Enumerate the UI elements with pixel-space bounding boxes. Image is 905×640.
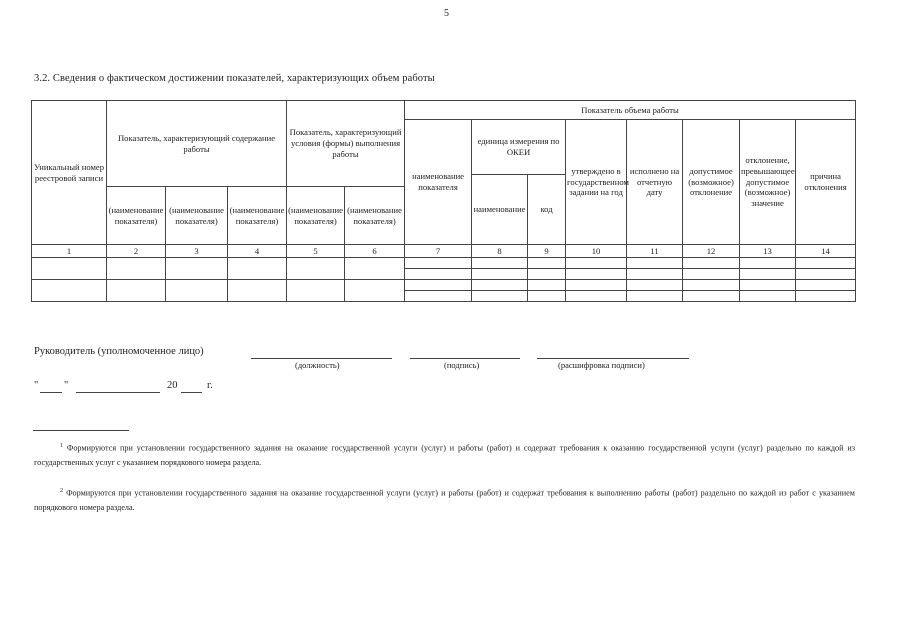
- month-line: [76, 391, 160, 393]
- header-content-indicator: Показатель, характеризующий содержание работы: [107, 101, 287, 187]
- column-number: 6: [345, 245, 405, 258]
- date-close-quote: ": [64, 380, 69, 391]
- year-line: [181, 391, 202, 393]
- column-number: 11: [627, 245, 683, 258]
- header-content-name-2: (наименование показателя): [166, 187, 228, 245]
- column-number: 7: [405, 245, 472, 258]
- column-number: 9: [528, 245, 566, 258]
- header-unit-name: наименование: [472, 175, 528, 245]
- header-unit-code: код: [528, 175, 566, 245]
- column-numbers-row: [32, 245, 856, 258]
- header-allowed-deviation: допустимое (возможное) отклонение: [683, 120, 740, 245]
- header-conditions-indicator: Показатель, характеризующий условия (формы) выполнения работы: [287, 101, 405, 187]
- footnote-1-text: Формируются при установлении государственного задания на оказание государственной услуги (услуг) и работы (работ) и содержат требования к оказанию государственной услуги (услуг) раздельно по каждой из государственных услуг с указанием порядкового номера раздела.: [34, 443, 855, 467]
- year-suffix: г.: [207, 380, 213, 391]
- decode-line: [537, 357, 689, 359]
- header-volume-indicator: Показатель объема работы: [405, 101, 856, 120]
- footnote-2-mark: 2: [60, 488, 63, 494]
- footnote-divider: [33, 430, 129, 431]
- header-deviation-reason: причина отклонения: [796, 120, 856, 245]
- footnote-2-text: Формируются при установлении государственного задания на оказание государственной услуги (услуг) и работы (работ) и содержат требования к выполнению работы (работ) раздельно по каждой из работ с указанием порядкового номера раздела.: [34, 488, 855, 512]
- page-number: 5: [444, 8, 449, 19]
- footnote-1-mark: 1: [60, 443, 63, 449]
- signature-label: Руководитель (уполномоченное лицо): [34, 346, 204, 357]
- volume-indicators-table: [31, 100, 856, 302]
- section-title: 3.2. Сведения о фактическом достижении показателей, характеризующих объем работы: [34, 73, 435, 84]
- year-prefix: 20: [167, 380, 178, 391]
- day-line: [40, 391, 62, 393]
- position-line: [251, 357, 392, 359]
- table-row: [32, 258, 856, 269]
- header-conditions-name-2: (наименование показателя): [345, 187, 405, 245]
- header-executed: исполнено на отчетную дату: [627, 120, 683, 245]
- sign-line: [410, 357, 520, 359]
- decode-caption: (расшифровка подписи): [558, 360, 645, 370]
- table-row: [32, 280, 856, 291]
- column-number: 2: [107, 245, 166, 258]
- header-unit: единица измерения по ОКЕИ: [472, 120, 566, 175]
- column-number: 8: [472, 245, 528, 258]
- sign-caption: (подпись): [444, 360, 480, 370]
- header-content-name-3: (наименование показателя): [228, 187, 287, 245]
- header-conditions-name-1: (наименование показателя): [287, 187, 345, 245]
- column-number: 5: [287, 245, 345, 258]
- date-open-quote: ": [34, 380, 39, 391]
- position-caption: (должность): [295, 360, 340, 370]
- header-approved: утверждено в государственном задании на год: [566, 120, 627, 245]
- column-number: 1: [32, 245, 107, 258]
- column-number: 3: [166, 245, 228, 258]
- column-number: 13: [740, 245, 796, 258]
- header-exceeding-deviation: отклонение, превышающее допустимое (возможное) значение: [740, 120, 796, 245]
- column-number: 4: [228, 245, 287, 258]
- column-number: 10: [566, 245, 627, 258]
- header-content-name-1: (наименование показателя): [107, 187, 166, 245]
- footnote-1: [34, 439, 855, 470]
- header-indicator-name: наименование показателя: [405, 120, 472, 245]
- header-unique-number: Уникальный номер реестровой записи: [32, 101, 107, 245]
- footnote-2: [34, 484, 855, 515]
- column-number: 14: [796, 245, 856, 258]
- column-number: 12: [683, 245, 740, 258]
